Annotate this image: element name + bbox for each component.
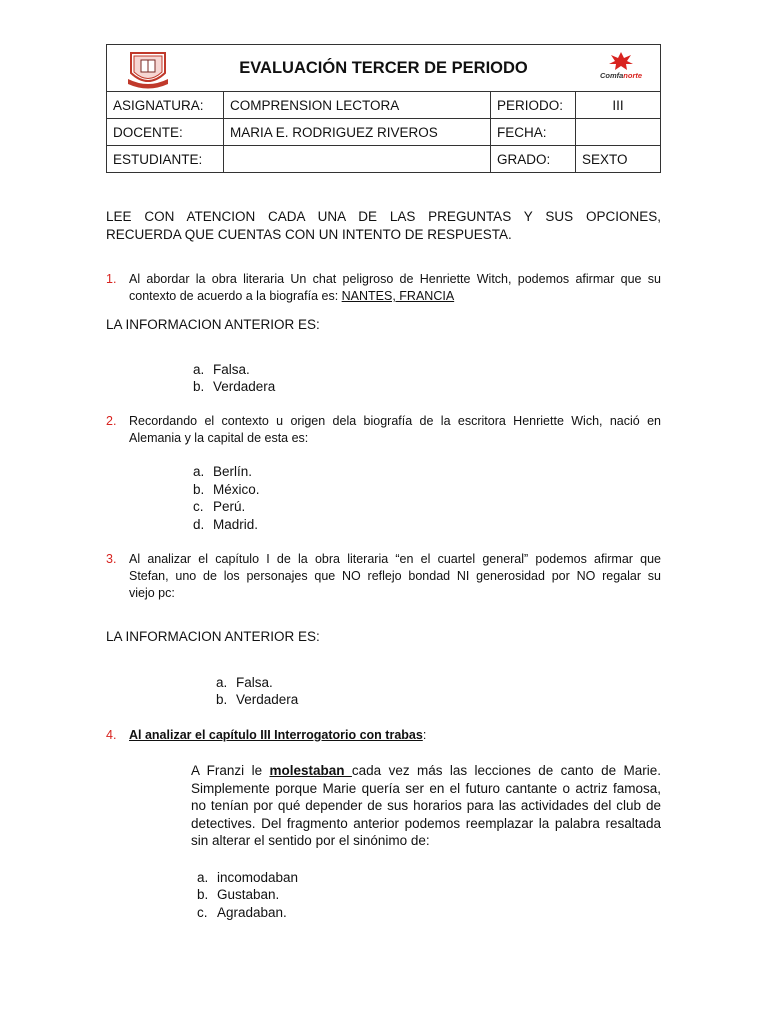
header-label: FECHA: [491,119,576,146]
comfanorte-logo [596,51,646,85]
header-row [107,146,661,173]
brand-name: Comfanorte [599,71,643,80]
header-label: PERIODO: [491,92,576,119]
header-row [107,92,661,119]
highlighted-word: molestaban [269,763,352,778]
question-2-line-2: Alemania y la capital de esta es: [129,431,309,445]
header-value: III [576,92,661,119]
question-3-followup: LA INFORMACION ANTERIOR ES: [106,629,320,644]
question-number: 1. [106,272,117,286]
passage-line-4: detectives. Del fragmento anterior podemos reemplazar la palabra resaltada [191,816,661,831]
header-row [107,119,661,146]
header-value [576,119,661,146]
passage-line-3: no tenían por qué depender de sus horarios para las actividades del club de [191,798,661,813]
question-3-line-2: Stefan, uno de los personajes que NO reflejo bondad NI generosidad por NO regalar su [129,569,661,583]
header-table [106,44,661,173]
instructions-line-2: RECUERDA QUE CUENTAS CON UN INTENTO DE RESPUESTA. [106,227,512,242]
question-number: 2. [106,414,117,428]
question-3-line-3: viejo pc: [129,586,175,600]
page-title: EVALUACIÓN TERCER DE PERIODO [239,58,528,77]
passage-line-5: sin alterar el sentido por el sinónimo de: [191,833,430,848]
header-value: COMPRENSION LECTORA [224,92,491,119]
option-item: b. Gustaban. [197,887,280,902]
option-item: b. Verdadera [193,379,276,394]
option-item: a. Falsa. [216,675,273,690]
option-item: b. México. [193,482,260,497]
header-value: SEXTO [576,146,661,173]
question-number: 4. [106,728,117,742]
option-item: a. Falsa. [193,362,250,377]
option-item: c. Perú. [193,499,246,514]
passage-line-2: Simplemente porque Marie quería ser en el futuro cantante o actriz famosa, [191,781,661,796]
question-3-line-1: Al analizar el capítulo I de la obra literaria “en el cuartel general” podemos afirmar que [129,552,661,566]
header-value [224,146,491,173]
star-burst-icon [596,51,646,71]
header-label: DOCENTE: [107,119,224,146]
question-1-line-2: contexto de acuerdo a la biografía es: NANTES, FRANCIA [129,289,455,303]
option-item: d. Madrid. [193,517,259,532]
question-1-line-1: Al abordar la obra literaria Un chat peligroso de Henriette Witch, podemos afirmar que su [129,272,661,286]
school-shield-logo [125,49,171,89]
question-4-heading: Al analizar el capítulo III Interrogatorio con trabas: [129,728,427,742]
instructions-line-1: LEE CON ATENCION CADA UNA DE LAS PREGUNTAS Y SUS OPCIONES, [106,209,661,224]
header-value: MARIA E. RODRIGUEZ RIVEROS [224,119,491,146]
header-label: ASIGNATURA: [107,92,224,119]
option-item: c. Agradaban. [197,905,287,920]
question-1-followup: LA INFORMACION ANTERIOR ES: [106,317,320,332]
question-1-answer: NANTES, FRANCIA [341,289,455,303]
option-item: a. incomodaban [197,870,299,885]
passage-line-1: A Franzi le molestaban cada vez más las lecciones de canto de Marie. [191,763,661,778]
option-item: a. Berlín. [193,464,253,479]
question-2-line-1: Recordando el contexto u origen dela biografía de la escritora Henriette Wich, nació en [129,414,661,428]
header-label: ESTUDIANTE: [107,146,224,173]
option-item: b. Verdadera [216,692,299,707]
title-cell [107,45,661,92]
question-number: 3. [106,552,117,566]
header-label: GRADO: [491,146,576,173]
